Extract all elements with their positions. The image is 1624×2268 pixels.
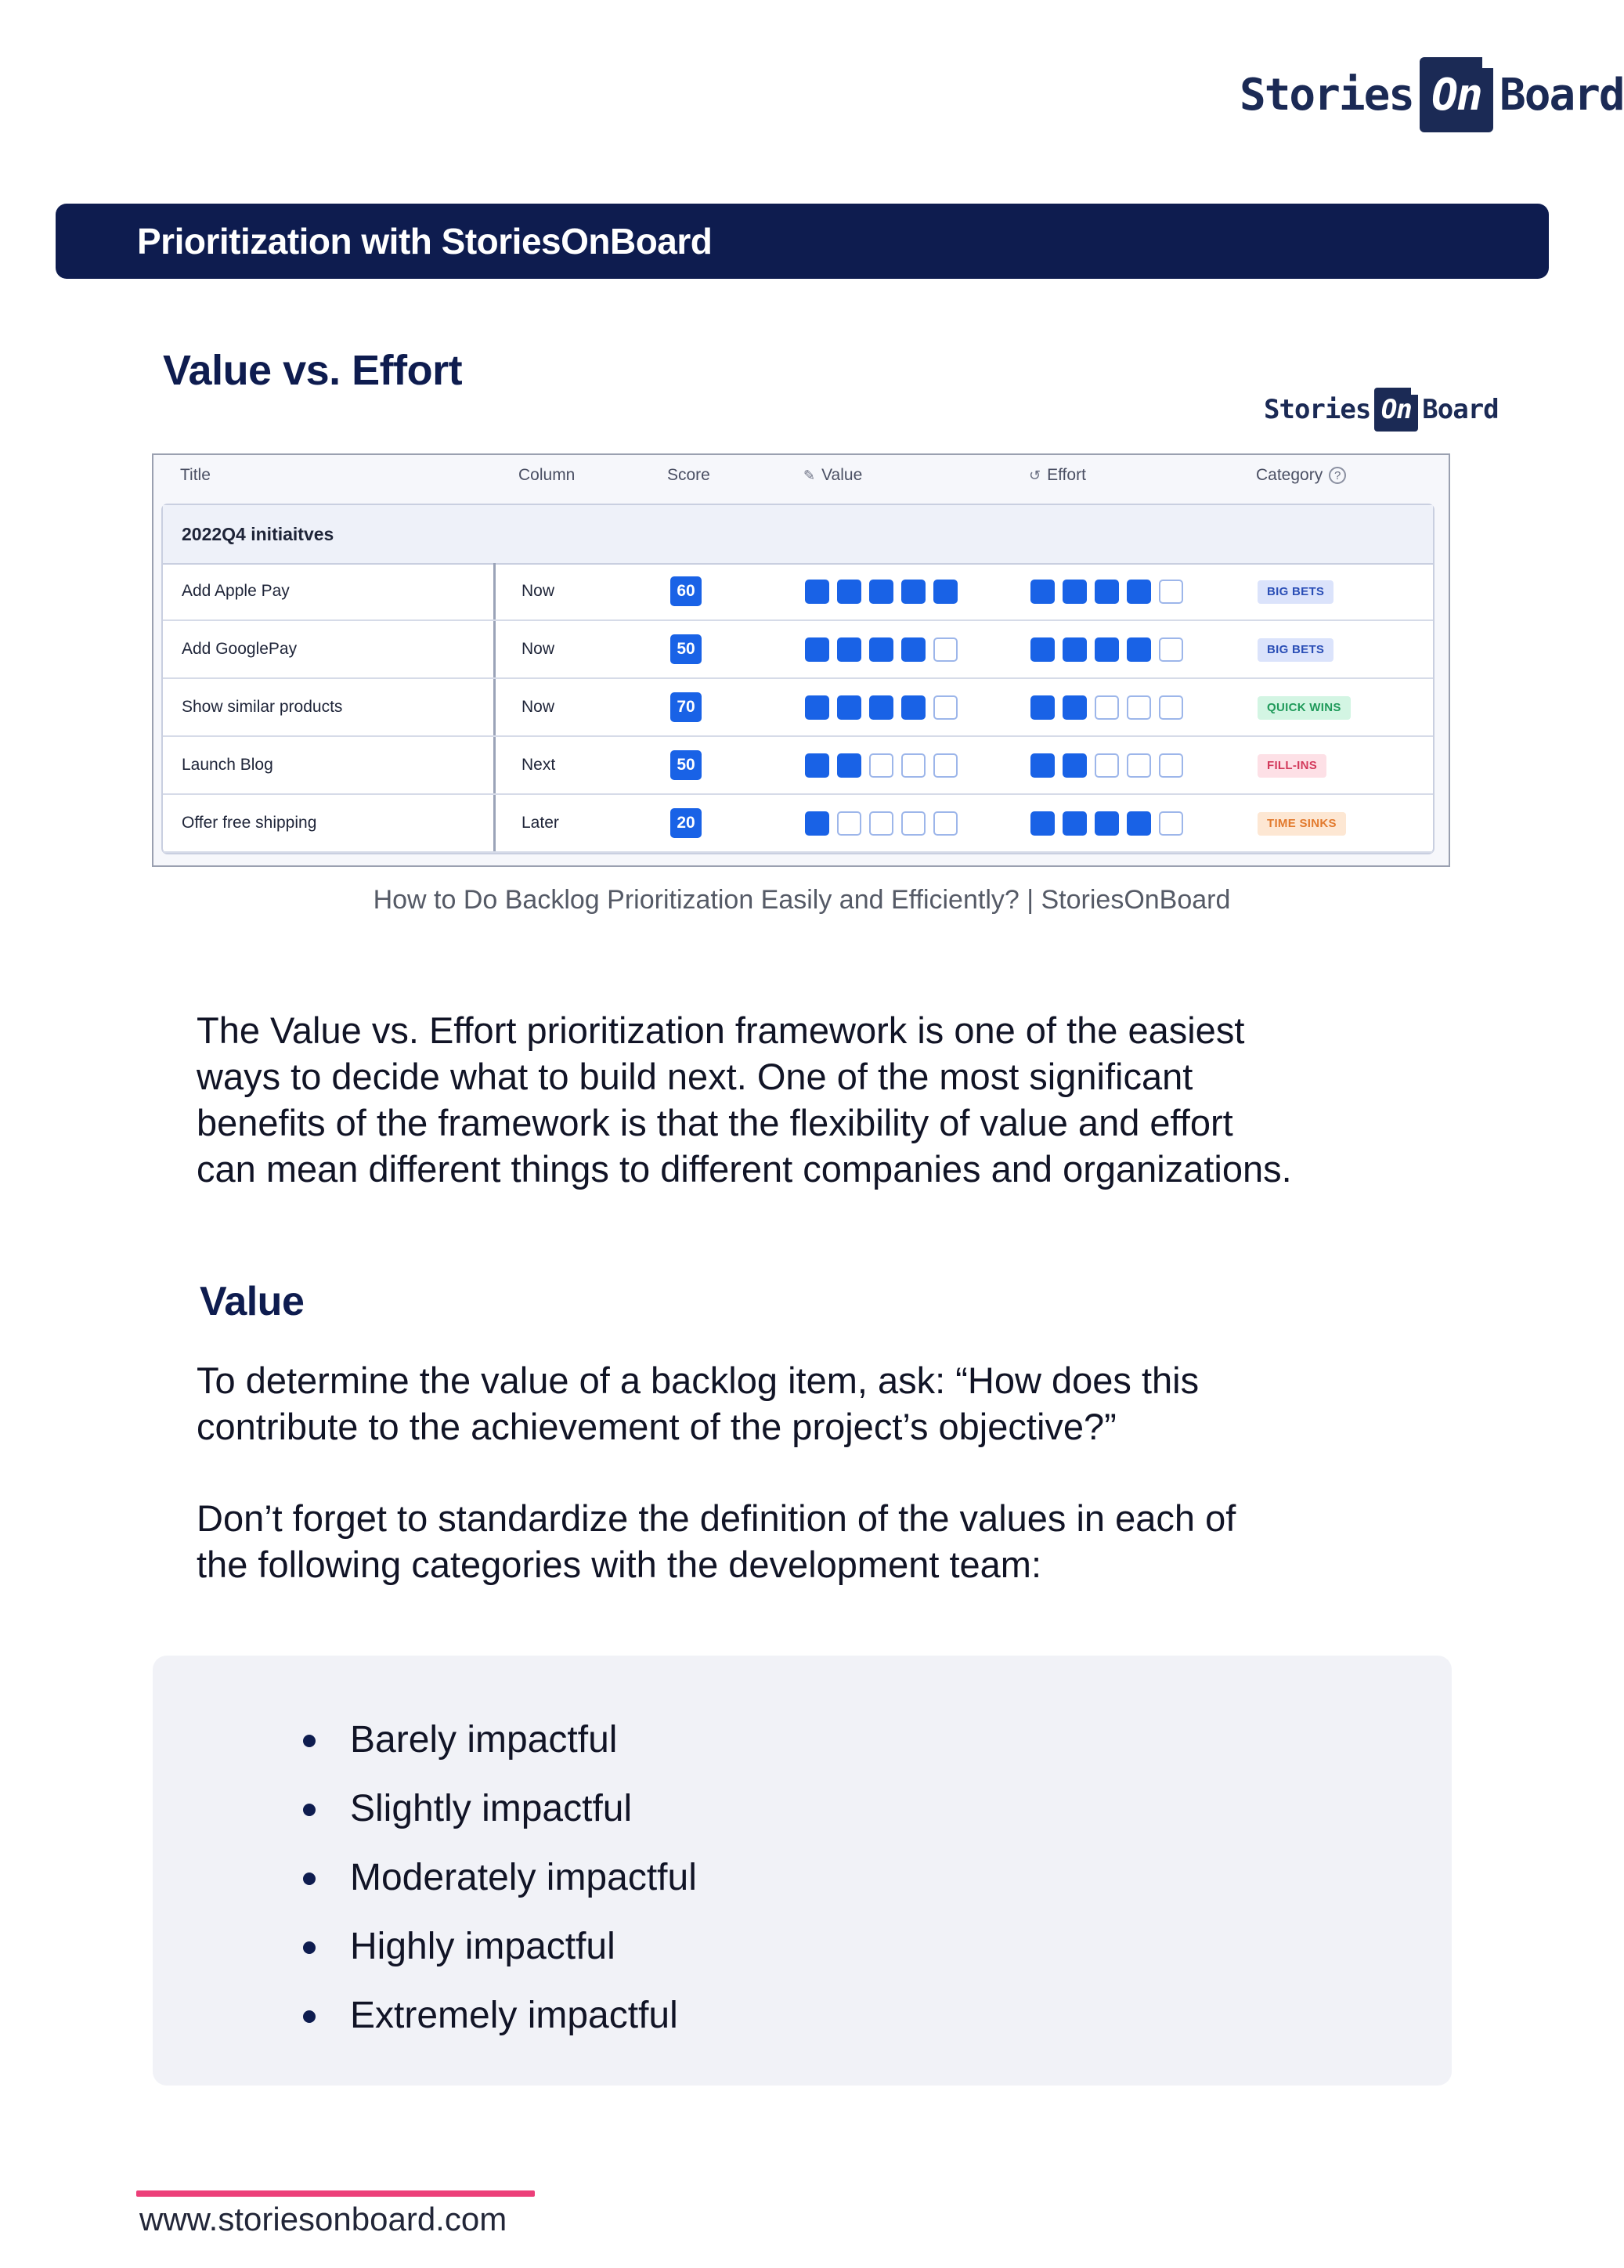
value-block-empty[interactable] <box>901 811 926 836</box>
table-group <box>161 504 1435 854</box>
list-item <box>153 1919 697 1988</box>
table-row[interactable] <box>163 795 1433 853</box>
value-block-filled[interactable] <box>933 580 958 604</box>
list-item <box>153 1851 697 1919</box>
list-item <box>153 1713 697 1782</box>
effort-rating[interactable] <box>1030 637 1183 662</box>
value-question-paragraph <box>197 1357 1489 1450</box>
value-question-line: contribute to the achievement of the project’s objective?” <box>197 1406 1117 1447</box>
effort-block-empty[interactable] <box>1127 753 1151 778</box>
value-block-filled[interactable] <box>901 637 926 662</box>
list-item-text: Extremely impactful <box>350 1995 678 2036</box>
effort-block-empty[interactable] <box>1159 580 1183 604</box>
value-rating[interactable] <box>805 637 958 662</box>
col-head-title-label: Title <box>180 466 211 484</box>
score-badge: 50 <box>670 634 702 664</box>
category-badge: BIG BETS <box>1258 638 1333 662</box>
logo-text-stories: Stories <box>1240 69 1414 121</box>
value-block-empty[interactable] <box>933 811 958 836</box>
value-block-filled[interactable] <box>805 580 829 604</box>
impact-list <box>153 1713 697 2057</box>
row-column: Next <box>521 756 556 774</box>
table-row[interactable] <box>163 621 1433 679</box>
value-block-filled[interactable] <box>837 580 861 604</box>
list-item-text: Barely impactful <box>350 1719 618 1761</box>
table-row[interactable] <box>163 679 1433 737</box>
bullet-icon <box>303 1735 316 1747</box>
effort-block-filled[interactable] <box>1063 695 1087 720</box>
logo-small-on-box <box>1374 388 1418 432</box>
effort-block-filled[interactable] <box>1127 580 1151 604</box>
bullet-icon <box>303 1873 316 1885</box>
value-block-empty[interactable] <box>837 811 861 836</box>
effort-block-empty[interactable] <box>1095 753 1119 778</box>
standardize-line: the following categories with the development team: <box>197 1544 1042 1585</box>
list-item <box>153 1782 697 1851</box>
row-title: Add GooglePay <box>182 640 298 658</box>
category-badge: BIG BETS <box>1258 580 1333 604</box>
list-item-text: Slightly impactful <box>350 1788 633 1829</box>
effort-icon: ↺ <box>1029 467 1041 483</box>
effort-block-filled[interactable] <box>1063 637 1087 662</box>
impact-list-box <box>153 1656 1452 2086</box>
effort-block-empty[interactable] <box>1159 811 1183 836</box>
column-divider <box>493 737 496 793</box>
column-divider <box>493 621 496 677</box>
value-block-filled[interactable] <box>837 753 861 778</box>
value-block-filled[interactable] <box>837 695 861 720</box>
effort-block-filled[interactable] <box>1030 811 1055 836</box>
standardize-paragraph <box>197 1495 1489 1587</box>
list-item-text: Moderately impactful <box>350 1857 697 1898</box>
effort-block-empty[interactable] <box>1159 695 1183 720</box>
bullet-icon <box>303 1804 316 1816</box>
intro-line: can mean different things to different companies and organizations. <box>197 1148 1292 1190</box>
score-badge: 50 <box>670 750 702 780</box>
intro-paragraph <box>197 1007 1489 1192</box>
col-head-effort <box>1029 466 1086 485</box>
value-rating[interactable] <box>805 753 958 778</box>
value-block-filled[interactable] <box>869 695 893 720</box>
logo-small-text-board: Board <box>1422 394 1499 425</box>
row-column: Now <box>521 698 555 716</box>
logo-on-box <box>1420 57 1493 132</box>
col-head-value-label: Value <box>821 466 863 484</box>
value-block-empty[interactable] <box>869 811 893 836</box>
effort-block-filled[interactable] <box>1095 637 1119 662</box>
row-title: Offer free shipping <box>182 814 317 832</box>
value-block-empty[interactable] <box>901 753 926 778</box>
col-head-title <box>180 466 211 485</box>
effort-block-empty[interactable] <box>1159 637 1183 662</box>
footer-accent-line <box>136 2190 535 2197</box>
bullet-icon <box>303 1941 316 1954</box>
category-badge: TIME SINKS <box>1258 812 1346 836</box>
value-rating[interactable] <box>805 695 958 720</box>
column-divider <box>493 795 496 851</box>
row-column: Later <box>521 814 559 832</box>
storiesonboard-logo-small <box>1264 385 1499 434</box>
column-divider <box>493 679 496 735</box>
effort-rating[interactable] <box>1030 753 1183 778</box>
effort-block-filled[interactable] <box>1095 811 1119 836</box>
section-title-value-vs-effort: Value vs. Effort <box>163 347 463 394</box>
row-title: Add Apple Pay <box>182 582 290 600</box>
effort-rating[interactable] <box>1030 811 1183 836</box>
effort-block-filled[interactable] <box>1095 580 1119 604</box>
col-head-category-label: Category <box>1256 466 1323 484</box>
col-head-value <box>803 466 862 485</box>
score-badge: 20 <box>670 808 702 838</box>
effort-block-filled[interactable] <box>1030 753 1055 778</box>
logo-small-text-on: On <box>1380 394 1412 425</box>
value-block-empty[interactable] <box>933 753 958 778</box>
bullet-icon <box>303 2010 316 2023</box>
group-header <box>163 505 1433 565</box>
effort-block-filled[interactable] <box>1127 811 1151 836</box>
intro-line: The Value vs. Effort prioritization framework is one of the easiest <box>197 1009 1245 1051</box>
logo-text-on: On <box>1431 69 1481 121</box>
effort-block-filled[interactable] <box>1063 811 1087 836</box>
value-block-empty[interactable] <box>933 637 958 662</box>
row-title: Launch Blog <box>182 756 273 774</box>
effort-block-filled[interactable] <box>1030 637 1055 662</box>
table-row[interactable] <box>163 737 1433 795</box>
value-block-filled[interactable] <box>901 695 926 720</box>
section-title-value: Value <box>200 1279 305 1324</box>
intro-line: ways to decide what to build next. One of the most significant <box>197 1056 1193 1097</box>
score-badge: 60 <box>670 576 702 606</box>
row-title: Show similar products <box>182 698 343 716</box>
list-item-text: Highly impactful <box>350 1926 615 1967</box>
effort-rating[interactable] <box>1030 580 1183 604</box>
col-head-score-label: Score <box>667 466 710 484</box>
row-column: Now <box>521 640 555 658</box>
standardize-line: Don’t forget to standardize the definition of the values in each of <box>197 1497 1236 1539</box>
effort-block-filled[interactable] <box>1030 580 1055 604</box>
effort-block-filled[interactable] <box>1030 695 1055 720</box>
effort-block-filled[interactable] <box>1063 580 1087 604</box>
value-rating[interactable] <box>805 811 958 836</box>
value-icon: ✎ <box>803 467 816 483</box>
logo-small-text-stories: Stories <box>1264 394 1371 425</box>
value-rating[interactable] <box>805 580 958 604</box>
effort-block-empty[interactable] <box>1095 695 1119 720</box>
row-column: Now <box>521 582 555 600</box>
category-badge: FILL-INS <box>1258 754 1326 778</box>
list-item <box>153 1988 697 2057</box>
value-block-filled[interactable] <box>901 580 926 604</box>
prioritization-table <box>152 453 1450 867</box>
storiesonboard-logo <box>1240 55 1624 135</box>
col-head-column-label: Column <box>518 466 576 484</box>
value-question-line: To determine the value of a backlog item, ask: “How does this <box>197 1360 1200 1401</box>
value-block-empty[interactable] <box>933 695 958 720</box>
header-bar <box>56 204 1549 279</box>
effort-block-filled[interactable] <box>1127 637 1151 662</box>
table-row[interactable] <box>163 563 1433 621</box>
header-title: Prioritization with StoriesOnBoard <box>137 221 713 262</box>
value-block-empty[interactable] <box>869 753 893 778</box>
value-block-filled[interactable] <box>805 753 829 778</box>
value-block-filled[interactable] <box>805 637 829 662</box>
footer-url-link[interactable]: www.storiesonboard.com <box>139 2201 507 2237</box>
value-block-filled[interactable] <box>869 580 893 604</box>
value-block-filled[interactable] <box>805 811 829 836</box>
image-caption: How to Do Backlog Prioritization Easily and Efficiently? | StoriesOnBoard <box>373 885 1231 915</box>
col-head-score <box>667 466 710 485</box>
value-block-filled[interactable] <box>837 637 861 662</box>
col-head-category <box>1256 466 1346 485</box>
effort-block-filled[interactable] <box>1063 753 1087 778</box>
col-head-column <box>518 466 575 485</box>
intro-line: benefits of the framework is that the flexibility of value and effort <box>197 1102 1233 1143</box>
score-badge: 70 <box>670 692 702 722</box>
col-head-effort-label: Effort <box>1047 466 1086 484</box>
help-icon[interactable]: ? <box>1329 467 1346 484</box>
value-block-filled[interactable] <box>805 695 829 720</box>
value-block-filled[interactable] <box>869 637 893 662</box>
effort-block-empty[interactable] <box>1127 695 1151 720</box>
category-badge: QUICK WINS <box>1258 696 1351 720</box>
effort-rating[interactable] <box>1030 695 1183 720</box>
column-divider <box>493 563 496 619</box>
effort-block-empty[interactable] <box>1159 753 1183 778</box>
logo-text-board: Board <box>1499 69 1624 121</box>
group-title: 2022Q4 initiaitves <box>182 524 334 544</box>
